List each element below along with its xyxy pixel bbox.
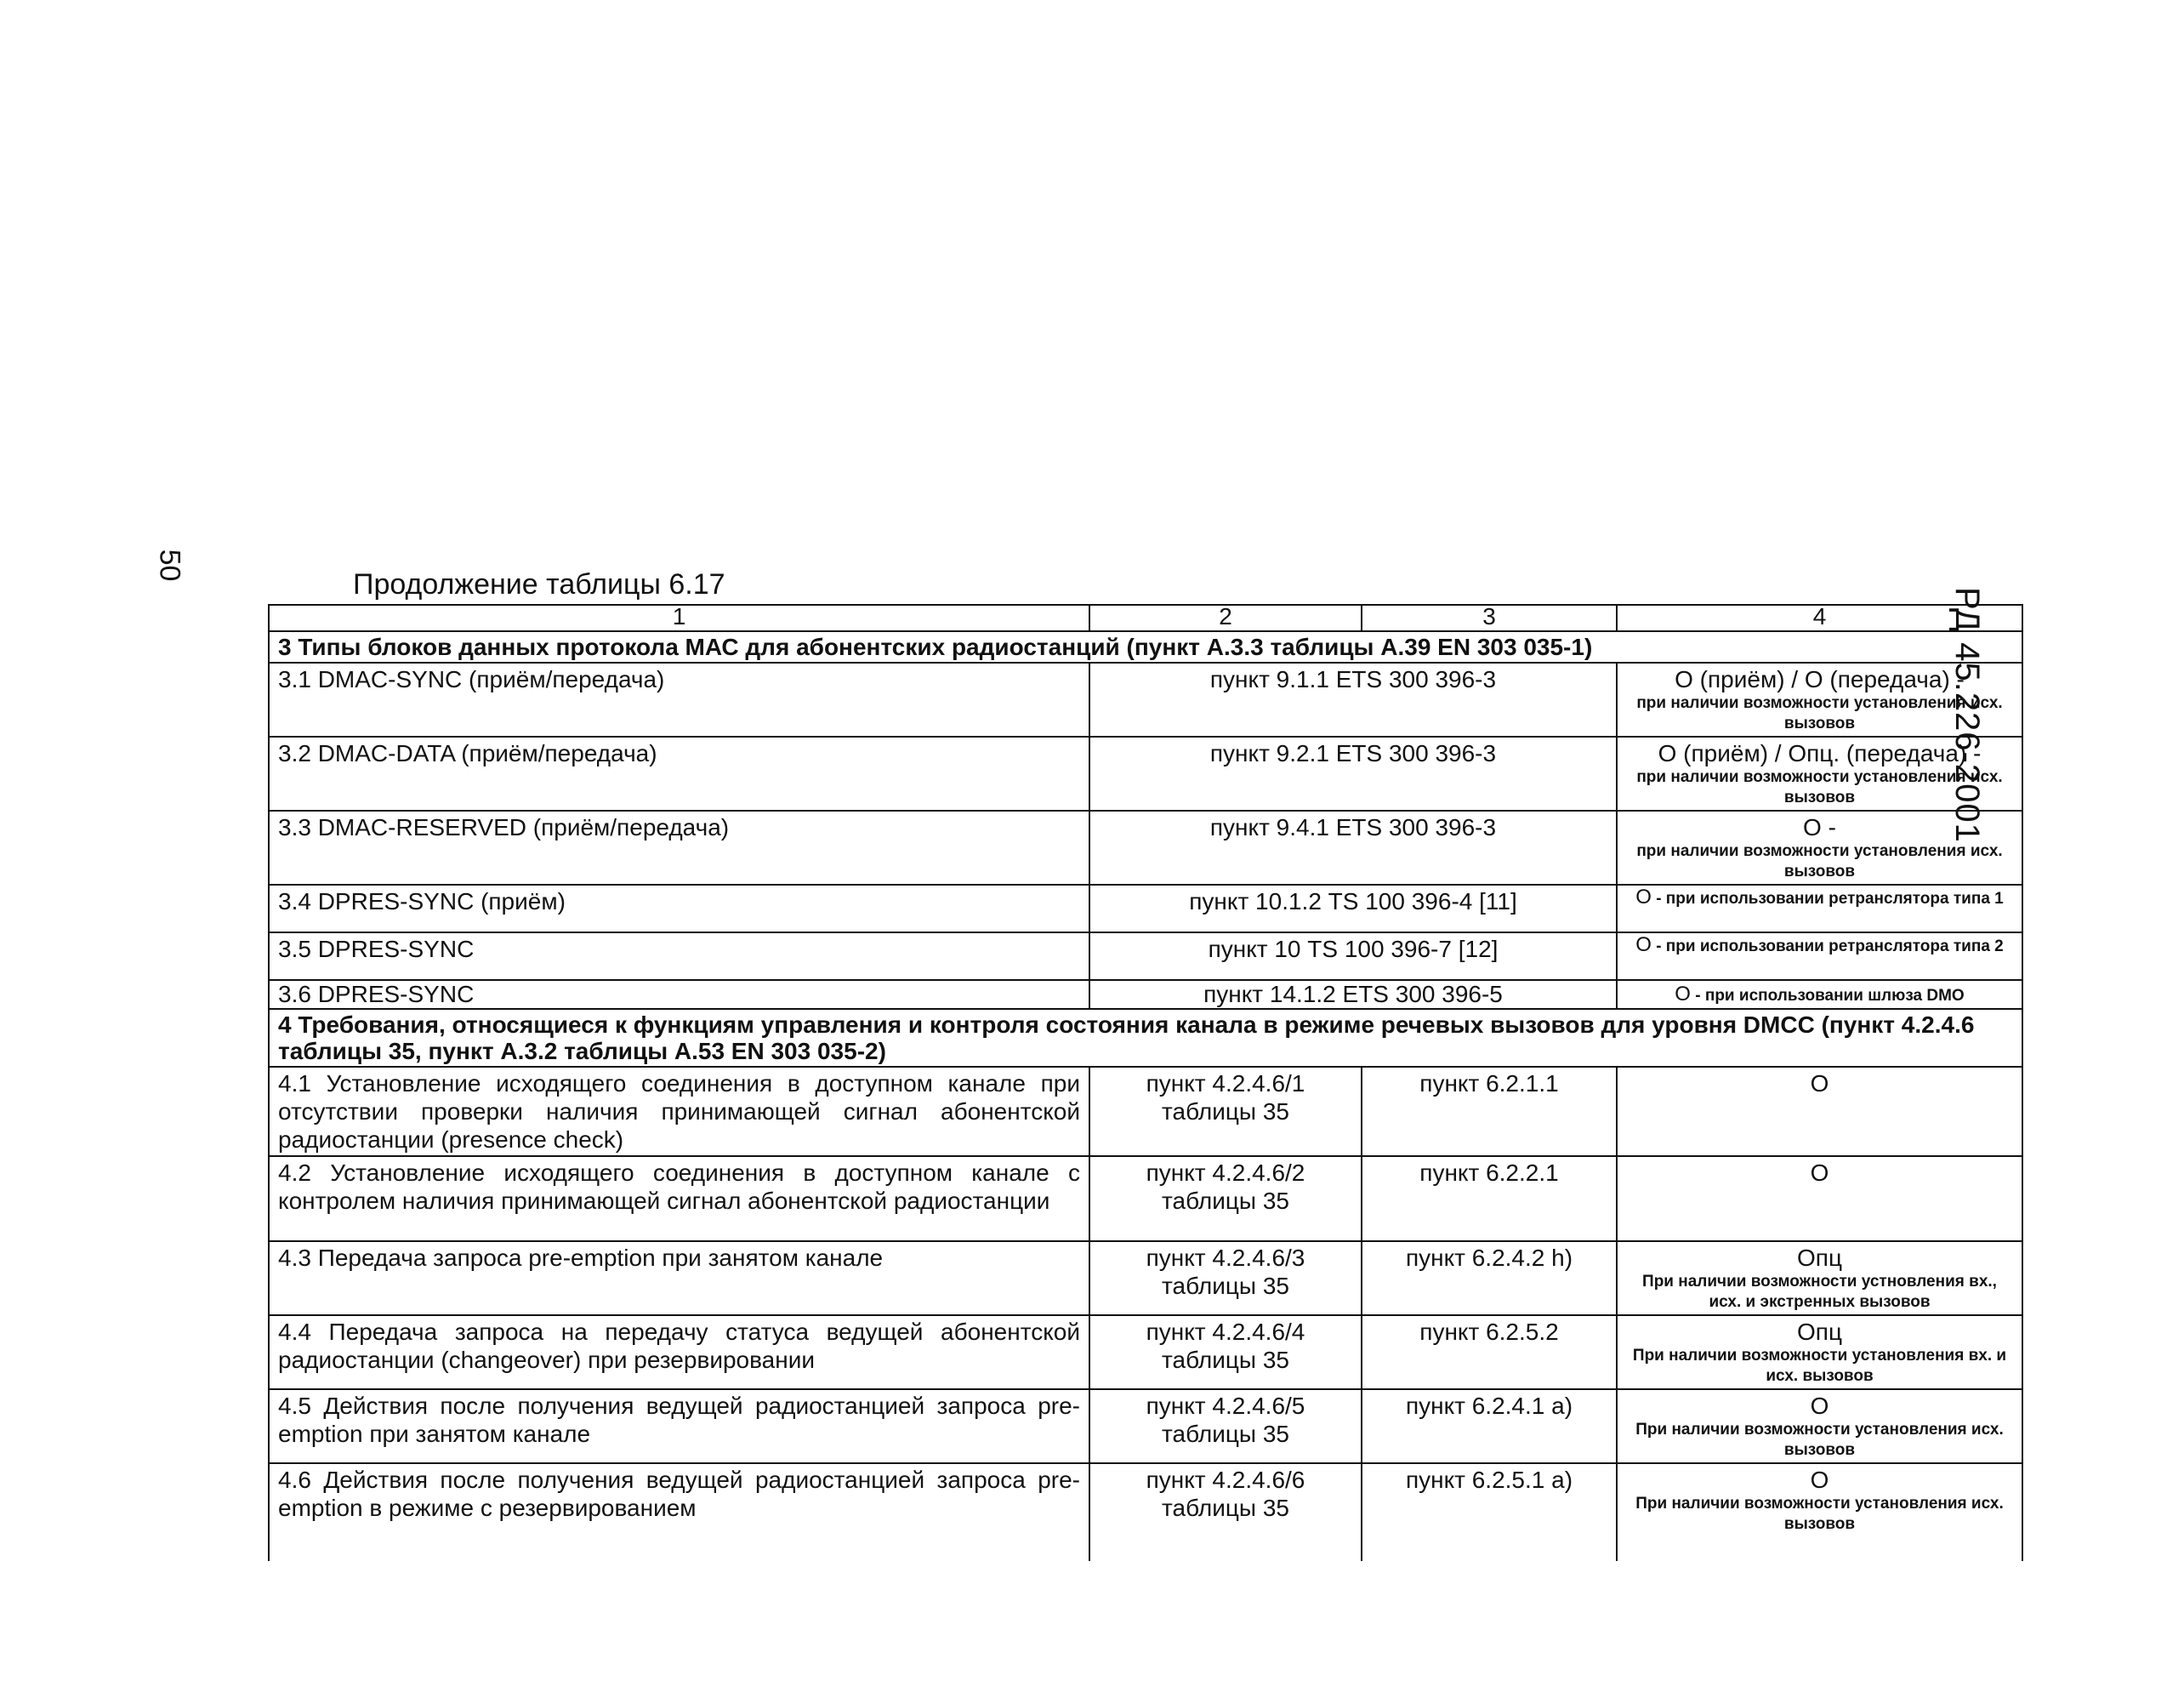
row-reference: пункт 4.2.4.6/4 таблицы 35 xyxy=(1089,1315,1362,1389)
row-title: 3.5 DPRES-SYNC xyxy=(269,932,1089,980)
status-main: О xyxy=(1675,983,1691,1006)
row-title: 3.6 DPRES-SYNC xyxy=(269,980,1089,1009)
row-reference: пункт 14.1.2 ETS 300 396-5 xyxy=(1089,980,1617,1009)
row-status xyxy=(1617,663,2022,737)
table-row xyxy=(269,885,2022,932)
col-header-3: 3 xyxy=(1362,605,1617,631)
row-title: 3.4 DPRES-SYNC (приём) xyxy=(269,885,1089,932)
row-title: 4.6 Действия после получения ведущей радиостанцией запроса pre-emption в режиме с резервированием xyxy=(269,1463,1089,1561)
section-4-title: 4 Требования, относящиеся к функциям управления и контроля состояния канала в режиме речевых вызовов для уровня DMCC (пункт 4.2.4.6 таблицы 35, пункт А.3.2 таблицы А.53 EN 303 035-2) xyxy=(269,1009,2022,1067)
status-main: О (приём) / О (передача) - xyxy=(1675,666,1965,692)
row-reference: пункт 9.4.1 ETS 300 396-3 xyxy=(1089,811,1617,885)
status-main: О xyxy=(1810,1160,1829,1186)
table-row xyxy=(269,1463,2022,1561)
table-row xyxy=(269,811,2022,885)
row-status xyxy=(1617,1156,2022,1241)
row-title: 4.1 Установление исходящего соединения в доступном канале при отсутствии проверки наличия принимающей сигнал абонентской радиостанции (presence check) xyxy=(269,1067,1089,1156)
section-3-header xyxy=(269,631,2022,663)
status-main: О xyxy=(1635,933,1652,956)
document-id: РД 45.226-2001 xyxy=(1948,587,1986,843)
row-status xyxy=(1617,1463,2022,1561)
row-clause: пункт 6.2.1.1 xyxy=(1362,1067,1617,1156)
section-4-header xyxy=(269,1009,2022,1067)
status-main: О xyxy=(1810,1393,1829,1419)
status-main: О xyxy=(1810,1467,1829,1493)
status-main: О (приём) / Опц. (передача) - xyxy=(1658,740,1982,766)
table-row xyxy=(269,1389,2022,1463)
row-status xyxy=(1617,885,2022,932)
row-reference: пункт 4.2.4.6/6 таблицы 35 xyxy=(1089,1463,1362,1561)
row-reference: пункт 10 TS 100 396-7 [12] xyxy=(1089,932,1617,980)
table-row xyxy=(269,1156,2022,1241)
row-title: 3.3 DMAC-RESERVED (приём/передача) xyxy=(269,811,1089,885)
status-note: - при использовании шлюза DMO xyxy=(1690,987,1965,1005)
table-row xyxy=(269,1241,2022,1315)
row-clause: пункт 6.2.5.1 а) xyxy=(1362,1463,1617,1561)
row-status xyxy=(1617,811,2022,885)
row-clause: пункт 6.2.5.2 xyxy=(1362,1315,1617,1389)
status-note: - при использовании ретранслятора типа 2 xyxy=(1651,937,2004,955)
section-3-title: 3 Типы блоков данных протокола МАС для абонентских радиостанций (пункт А.3.3 таблицы А.39 EN 303 035-1) xyxy=(269,631,2022,663)
table-header-row xyxy=(269,605,2022,631)
col-header-1: 1 xyxy=(269,605,1089,631)
table-row xyxy=(269,980,2022,1009)
table-row xyxy=(269,1315,2022,1389)
row-reference: пункт 4.2.4.6/1 таблицы 35 xyxy=(1089,1067,1362,1156)
row-reference: пункт 10.1.2 TS 100 396-4 [11] xyxy=(1089,885,1617,932)
row-title: 4.5 Действия после получения ведущей радиостанцией запроса pre-emption при занятом канале xyxy=(269,1389,1089,1463)
row-reference: пункт 4.2.4.6/2 таблицы 35 xyxy=(1089,1156,1362,1241)
table-caption: Продолжение таблицы 6.17 xyxy=(353,568,725,601)
row-title: 4.3 Передача запроса pre-emption при занятом канале xyxy=(269,1241,1089,1315)
row-title: 4.4 Передача запроса на передачу статуса ведущей абонентской радиостанции (changeover) при резервировании xyxy=(269,1315,1089,1389)
status-main: Опц xyxy=(1797,1245,1842,1271)
table-row xyxy=(269,1067,2022,1156)
row-status xyxy=(1617,1315,2022,1389)
status-note: - при использовании ретранслятора типа 1 xyxy=(1651,890,2004,908)
status-main: О xyxy=(1635,886,1652,909)
row-clause: пункт 6.2.2.1 xyxy=(1362,1156,1617,1241)
table-row xyxy=(269,737,2022,811)
status-main: Опц xyxy=(1797,1319,1842,1345)
row-clause: пункт 6.2.4.2 h) xyxy=(1362,1241,1617,1315)
page-number: 50 xyxy=(153,549,186,582)
col-header-2: 2 xyxy=(1089,605,1362,631)
row-reference: пункт 9.2.1 ETS 300 396-3 xyxy=(1089,737,1617,811)
row-status xyxy=(1617,737,2022,811)
row-clause: пункт 6.2.4.1 а) xyxy=(1362,1389,1617,1463)
row-status xyxy=(1617,1067,2022,1156)
row-title: 3.2 DMAC-DATA (приём/передача) xyxy=(269,737,1089,811)
row-reference: пункт 4.2.4.6/3 таблицы 35 xyxy=(1089,1241,1362,1315)
status-note: при наличии возможности установления исх. вызовов xyxy=(1636,768,2003,806)
row-status xyxy=(1617,1241,2022,1315)
row-status xyxy=(1617,932,2022,980)
row-title: 3.1 DMAC-SYNC (приём/передача) xyxy=(269,663,1089,737)
status-note: При наличии возможности установления исх. вызовов xyxy=(1635,1421,2004,1459)
status-note: При наличии возможности устновления вх., исх. и экстренных вызовов xyxy=(1642,1273,1997,1311)
status-main: О - xyxy=(1803,814,1836,840)
status-note: при наличии возможности установления исх. вызовов xyxy=(1636,694,2003,732)
col-header-4: 4 xyxy=(1617,605,2022,631)
row-reference: пункт 4.2.4.6/5 таблицы 35 xyxy=(1089,1389,1362,1463)
table-row xyxy=(269,932,2022,980)
status-note: При наличии возможности установления вх. и исх. вызовов xyxy=(1632,1347,2007,1385)
row-title: 4.2 Установление исходящего соединения в доступном канале с контролем наличия принимающей сигнал абонентской радиостанции xyxy=(269,1156,1089,1241)
status-note: при наличии возможности установления исх. вызовов xyxy=(1636,842,2003,880)
status-note: При наличии возможности установления исх. вызовов xyxy=(1635,1495,2004,1533)
row-reference: пункт 9.1.1 ETS 300 396-3 xyxy=(1089,663,1617,737)
row-status xyxy=(1617,1389,2022,1463)
status-main: О xyxy=(1810,1070,1829,1097)
requirements-table xyxy=(268,604,2023,1561)
table-row xyxy=(269,663,2022,737)
row-status xyxy=(1617,980,2022,1009)
